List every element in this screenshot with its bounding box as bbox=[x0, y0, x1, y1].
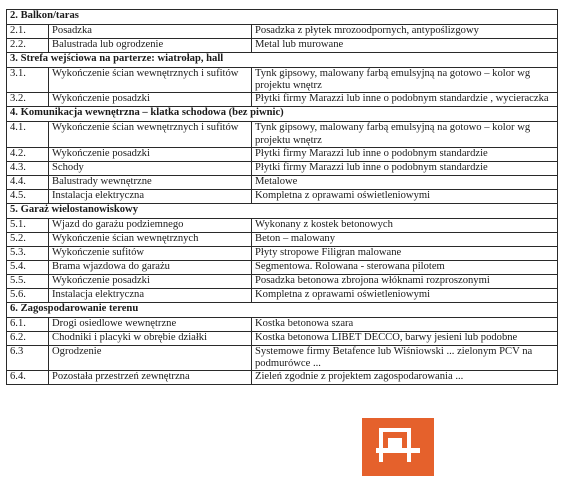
row-item: Wykończenie posadzki bbox=[49, 147, 252, 161]
section-header-row bbox=[7, 302, 558, 317]
row-number: 3.2. bbox=[7, 93, 49, 107]
section-title: 3. Strefa wejściowa na parterze: wiatrołap, hall bbox=[7, 53, 558, 68]
section-header-row bbox=[7, 10, 558, 25]
row-item: Wykończenie ścian wewnętrznych bbox=[49, 232, 252, 246]
row-description: Płytki firmy Marazzi lub inne o podobnym standardzie bbox=[252, 161, 558, 175]
row-description: Płytki firmy Marazzi lub inne o podobnym standardzie bbox=[252, 147, 558, 161]
section-title: 4. Komunikacja wewnętrzna – klatka schodowa (bez piwnic) bbox=[7, 107, 558, 122]
table-row bbox=[7, 274, 558, 288]
row-number: 3.1. bbox=[7, 68, 49, 93]
row-item: Drogi osiedlowe wewnętrzne bbox=[49, 317, 252, 331]
row-item: Balustrada lub ogrodzenie bbox=[49, 39, 252, 53]
row-item: Posadzka bbox=[49, 25, 252, 39]
section-header-row bbox=[7, 203, 558, 218]
row-item: Chodniki i placyki w obrębie działki bbox=[49, 331, 252, 345]
row-description: Kompletna z oprawami oświetleniowymi bbox=[252, 189, 558, 203]
row-number: 5.5. bbox=[7, 274, 49, 288]
table-row bbox=[7, 93, 558, 107]
row-description: Płytki firmy Marazzi lub inne o podobnym standardzie , wycieraczka bbox=[252, 93, 558, 107]
row-description: Metal lub murowane bbox=[252, 39, 558, 53]
table-row bbox=[7, 317, 558, 331]
row-number: 5.4. bbox=[7, 260, 49, 274]
row-item: Brama wjazdowa do garażu bbox=[49, 260, 252, 274]
row-number: 6.4. bbox=[7, 371, 49, 385]
row-description: Kompletna z oprawami oświetleniowymi bbox=[252, 288, 558, 302]
table-row bbox=[7, 25, 558, 39]
row-number: 6.1. bbox=[7, 317, 49, 331]
row-item: Pozostała przestrzeń zewnętrzna bbox=[49, 371, 252, 385]
table-row bbox=[7, 232, 558, 246]
section-header-row bbox=[7, 53, 558, 68]
row-description: Segmentowa. Rolowana - sterowana pilotem bbox=[252, 260, 558, 274]
row-item: Wykończenie posadzki bbox=[49, 93, 252, 107]
section-header-row bbox=[7, 107, 558, 122]
table-row bbox=[7, 39, 558, 53]
table-row bbox=[7, 288, 558, 302]
row-number: 5.1. bbox=[7, 218, 49, 232]
table-row bbox=[7, 189, 558, 203]
row-number: 4.5. bbox=[7, 189, 49, 203]
row-number: 4.4. bbox=[7, 175, 49, 189]
row-description: Metalowe bbox=[252, 175, 558, 189]
section-title: 5. Garaż wielostanowiskowy bbox=[7, 203, 558, 218]
specification-table bbox=[6, 9, 558, 385]
row-number: 6.2. bbox=[7, 331, 49, 345]
table-row bbox=[7, 260, 558, 274]
row-item: Wykończenie ścian wewnętrznych i sufitów bbox=[49, 122, 252, 147]
row-description: Posadzka betonowa zbrojona włóknami rozproszonymi bbox=[252, 274, 558, 288]
specification-table-body bbox=[7, 10, 558, 385]
logo-stamp-icon bbox=[362, 418, 434, 476]
row-item: Balustrady wewnętrzne bbox=[49, 175, 252, 189]
row-number: 2.2. bbox=[7, 39, 49, 53]
row-description: Kostka betonowa LIBET DECCO, barwy jesieni lub podobne bbox=[252, 331, 558, 345]
table-row bbox=[7, 331, 558, 345]
row-item: Wykończenie ścian wewnętrznych i sufitów bbox=[49, 68, 252, 93]
row-number: 4.1. bbox=[7, 122, 49, 147]
row-item: Instalacja elektryczna bbox=[49, 288, 252, 302]
section-title: 2. Balkon/taras bbox=[7, 10, 558, 25]
row-number: 5.2. bbox=[7, 232, 49, 246]
table-row bbox=[7, 175, 558, 189]
row-description: Posadzka z płytek mrozoodpornych, antypoślizgowy bbox=[252, 25, 558, 39]
row-number: 2.1. bbox=[7, 25, 49, 39]
row-description: Beton – malowany bbox=[252, 232, 558, 246]
row-item: Wykończenie sufitów bbox=[49, 246, 252, 260]
table-row bbox=[7, 246, 558, 260]
section-title: 6. Zagospodarowanie terenu bbox=[7, 302, 558, 317]
table-row bbox=[7, 122, 558, 147]
table-row bbox=[7, 218, 558, 232]
row-item: Schody bbox=[49, 161, 252, 175]
row-number: 4.3. bbox=[7, 161, 49, 175]
row-item: Ogrodzenie bbox=[49, 345, 252, 370]
table-row bbox=[7, 147, 558, 161]
table-row bbox=[7, 161, 558, 175]
table-row bbox=[7, 371, 558, 385]
row-description: Tynk gipsowy, malowany farbą emulsyjną na gotowo – kolor wg projektu wnętrz bbox=[252, 68, 558, 93]
table-row bbox=[7, 345, 558, 370]
row-description: Zieleń zgodnie z projektem zagospodarowania ... bbox=[252, 371, 558, 385]
row-description: Kostka betonowa szara bbox=[252, 317, 558, 331]
row-number: 4.2. bbox=[7, 147, 49, 161]
row-item: Wykończenie posadzki bbox=[49, 274, 252, 288]
table-row bbox=[7, 68, 558, 93]
row-description: Systemowe firmy Betafence lub Wiśniowski ... zielonym PCV na podmurówce ... bbox=[252, 345, 558, 370]
row-description: Wykonany z kostek betonowych bbox=[252, 218, 558, 232]
row-number: 5.3. bbox=[7, 246, 49, 260]
row-number: 5.6. bbox=[7, 288, 49, 302]
row-description: Tynk gipsowy, malowany farbą emulsyjną na gotowo – kolor wg projektu wnętrz bbox=[252, 122, 558, 147]
row-item: Instalacja elektryczna bbox=[49, 189, 252, 203]
row-number: 6.3 bbox=[7, 345, 49, 370]
logo-stamp-bar bbox=[376, 448, 420, 453]
row-description: Płyty stropowe Filigran malowane bbox=[252, 246, 558, 260]
row-item: Wjazd do garażu podziemnego bbox=[49, 218, 252, 232]
